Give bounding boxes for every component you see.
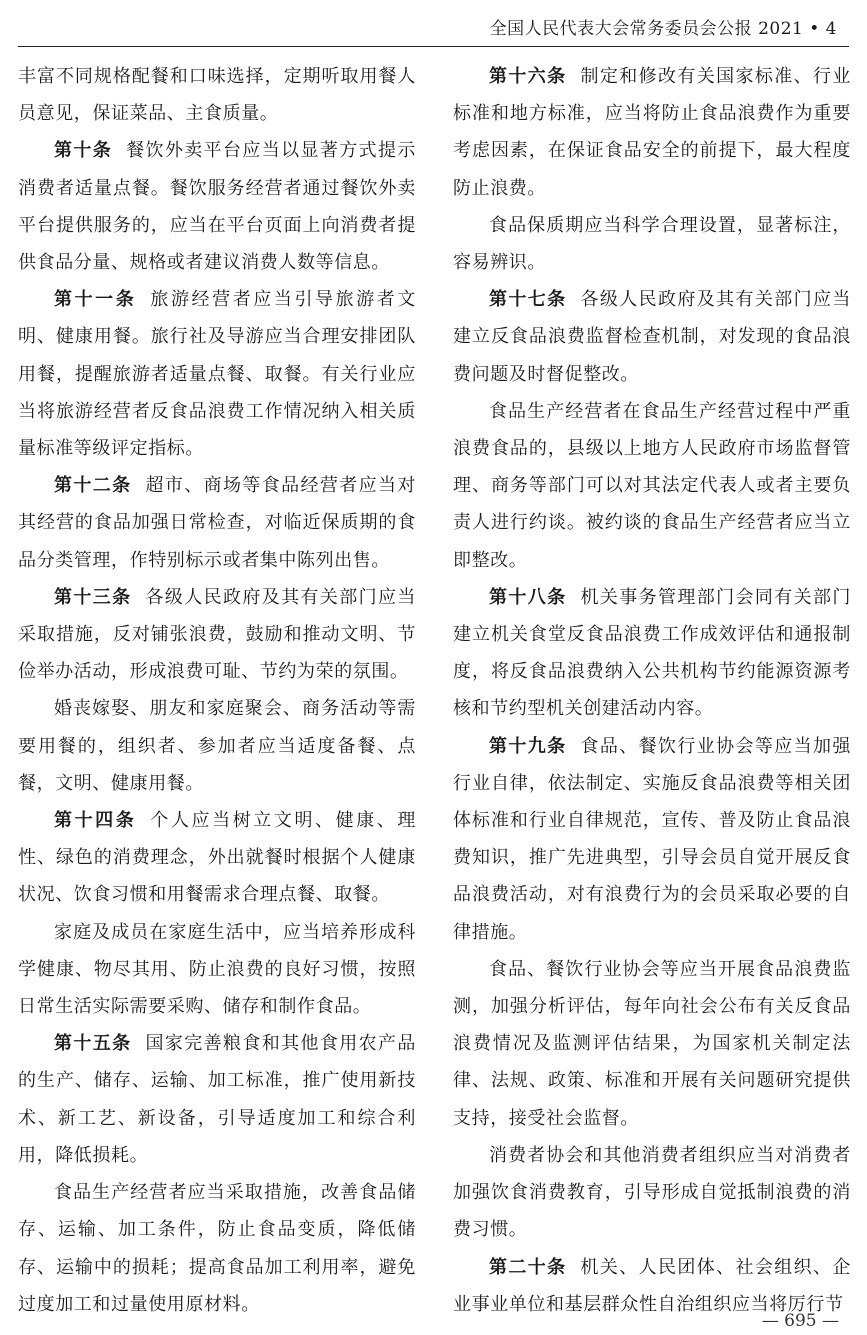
paragraph-text: 各级人民政府及其有关部门应当建立反食品浪费监督检查机制，对发现的食品浪费问题及时督促整改。 [453, 289, 851, 385]
paragraph-text: 超市、商场等食品经营者应当对其经营的食品加强日常检查，对临近保质期的食品分类管理，作特别标示或者集中陈列出售。 [18, 475, 416, 571]
paragraph [18, 132, 416, 281]
paragraph [453, 393, 851, 579]
paragraph-text: 食品、餐饮行业协会等应当开展食品浪费监测，加强分析评估，每年向社会公布有关反食品浪费情况及监测评估结果，为国家机关制定法律、法规、政策、标准和开展有关问题研究提供支持，接受社会监督。 [453, 958, 851, 1129]
article-number: 第十一条 [54, 289, 137, 311]
paragraph [453, 1137, 851, 1249]
article-number: 第十二条 [54, 475, 132, 497]
paragraph-text: 食品保质期应当科学合理设置，显著标注，容易辨识。 [453, 214, 851, 274]
paragraph-text: 机关、人民团体、社会组织、企业事业单位和基层群众性自治组织应当将厉行节 [453, 1256, 851, 1315]
paragraph-text: 食品生产经营者应当采取措施，改善食品储存、运输、加工条件，防止食品变质，降低储存、运输中的损耗；提高食品加工利用率，避免过度加工和过量使用原材料。 [18, 1182, 416, 1315]
article-number: 第十八条 [489, 586, 567, 608]
paragraph-text: 丰富不同规格配餐和口味选择，定期听取用餐人员意见，保证菜品、主食质量。 [18, 66, 416, 125]
article-number: 第十三条 [54, 586, 132, 608]
article-number: 第十五条 [54, 1033, 132, 1055]
paragraph [453, 58, 851, 207]
paragraph [18, 1174, 416, 1323]
right-text-column [453, 58, 851, 1323]
article-number: 第十四条 [54, 810, 137, 832]
article-number: 第十七条 [489, 289, 567, 311]
paragraph-text: 食品生产经营者在食品生产经营过程中严重浪费食品的，县级以上地方人民政府市场监督管理、商务等部门可以对其法定代表人或者主要负责人进行约谈。被约谈的食品生产经营者应当立即整改。 [453, 400, 851, 571]
page-number: — 695 — [761, 1311, 839, 1331]
page-header [18, 0, 849, 47]
paragraph [18, 579, 416, 691]
article-number: 第十九条 [489, 735, 567, 757]
paragraph-text: 餐饮外卖平台应当以显著方式提示消费者适量点餐。餐饮服务经营者通过餐饮外卖平台提供服务的，应当在平台页面上向消费者提供食品分量、规格或者建议消费人数等信息。 [18, 140, 416, 274]
paragraph [453, 951, 851, 1137]
paragraph-text: 个人应当树立文明、健康、理性、绿色的消费理念，外出就餐时根据个人健康状况、饮食习惯和用餐需求合理点餐、取餐。 [18, 810, 416, 906]
article-number: 第十六条 [489, 66, 567, 87]
article-number: 第二十条 [489, 1256, 567, 1278]
paragraph-text: 家庭及成员在家庭生活中，应当培养形成科学健康、物尽其用、防止浪费的良好习惯，按照日常生活实际需要采购、储存和制作食品。 [18, 921, 416, 1018]
paragraph [18, 914, 416, 1026]
paragraph-text: 消费者协会和其他消费者组织应当对消费者加强饮食消费教育，引导形成自觉抵制浪费的消费习惯。 [453, 1144, 851, 1241]
left-text-column [18, 58, 416, 1323]
paragraph-text: 旅游经营者应当引导旅游者文明、健康用餐。旅行社及导游应当合理安排团队用餐，提醒旅游者适量点餐、取餐。有关行业应当将旅游经营者反食品浪费工作情况纳入相关质量标准等级评定指标。 [18, 289, 416, 460]
paragraph [18, 58, 416, 132]
article-number: 第十条 [54, 140, 113, 162]
paragraph [18, 1025, 416, 1174]
paragraph-text: 制定和修改有关国家标准、行业标准和地方标准，应当将防止食品浪费作为重要考虑因素，在保证食品安全的前提下，最大程度防止浪费。 [453, 66, 851, 199]
paragraph [18, 467, 416, 579]
paragraph-text: 婚丧嫁娶、朋友和家庭聚会、商务活动等需要用餐的，组织者、参加者应当适度备餐、点餐，文明、健康用餐。 [18, 698, 416, 794]
paragraph [453, 728, 851, 951]
paragraph [18, 281, 416, 467]
paragraph [453, 281, 851, 393]
paragraph-text: 机关事务管理部门会同有关部门建立机关食堂反食品浪费工作成效评估和通报制度，将反食品浪费纳入公共机构节约能源资源考核和节约型机关创建活动内容。 [453, 586, 851, 720]
paragraph-text: 各级人民政府及其有关部门应当采取措施，反对铺张浪费，鼓励和推动文明、节俭举办活动，形成浪费可耻、节约为荣的氛围。 [18, 586, 416, 683]
paragraph [453, 579, 851, 728]
paragraph [18, 802, 416, 914]
paragraph [18, 690, 416, 802]
paragraph-text: 国家完善粮食和其他食用农产品的生产、储存、运输、加工标准，推广使用新技术、新工艺、新设备，引导适度加工和综合利用，降低损耗。 [18, 1033, 416, 1166]
journal-title: 全国人民代表大会常务委员会公报 2021 • 4 [489, 19, 837, 39]
paragraph [453, 207, 851, 281]
paragraph-text: 食品、餐饮行业协会等应当加强行业自律，依法制定、实施反食品浪费等相关团体标准和行业自律规范，宣传、普及防止食品浪费知识，推广先进典型，引导会员自觉开展反食品浪费活动，对有浪费行为的会员采取必要的自律措施。 [453, 735, 851, 943]
